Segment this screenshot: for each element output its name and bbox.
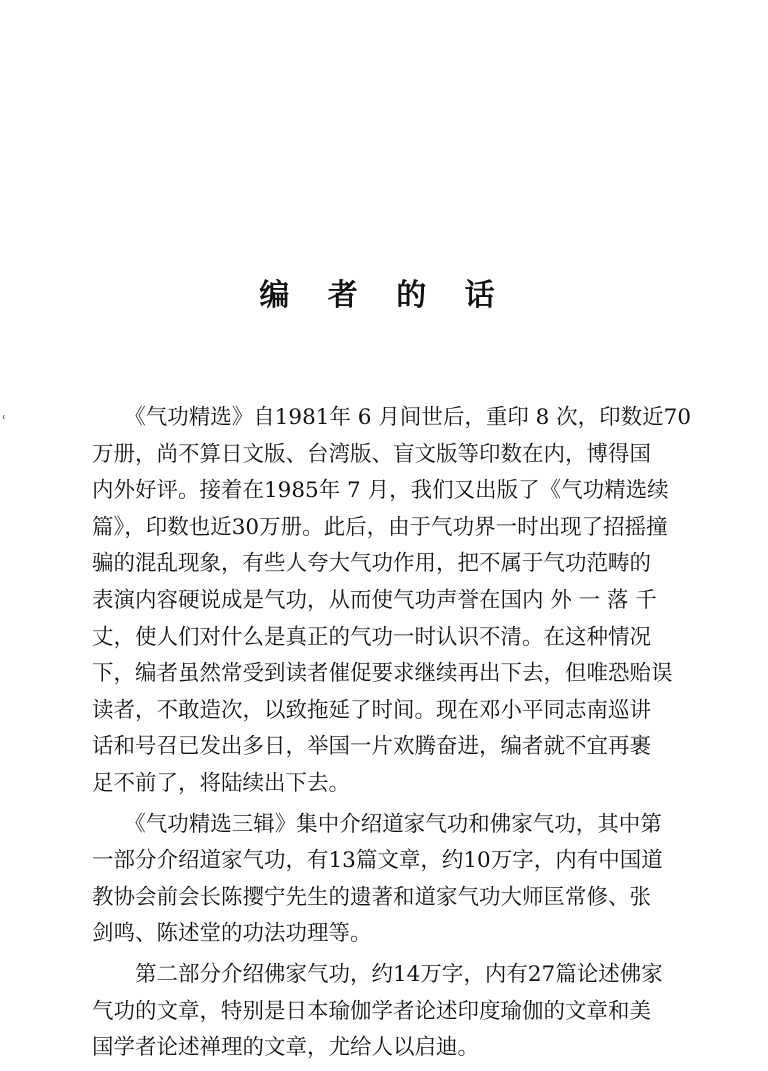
text-line: 内外好评。接着在1985年 7 月，我们又出版了《气功精选续: [92, 478, 669, 504]
text-line: 丈，使人们对什么是真正的气功一时认识不清。在这种情况: [92, 624, 652, 650]
text-line: 篇》，印数也近30万册。此后，由于气功界一时出现了招摇撞: [92, 514, 668, 540]
page-title: 编 者 的 话: [259, 278, 509, 313]
text-line: 气功的文章，特别是日本瑜伽学者论述印度瑜伽的文章和美: [92, 998, 652, 1024]
text-line: 下，编者虽然常受到读者催促要求继续再出下去，但唯恐贻误: [92, 661, 673, 687]
text-line: 剑鸣、陈述堂的功法功理等。: [92, 921, 372, 947]
text-line: 骗的混乱现象，有些人夸大气功作用，把不属于气功范畴的: [92, 551, 652, 577]
text-line: 教协会前会长陈撄宁先生的遗著和道家气功大师匡常修、张: [92, 884, 652, 910]
paragraph: [92, 400, 710, 803]
paragraph: [92, 957, 710, 1067]
text-line: 《气功精选三辑》集中介绍道家气功和佛家气功，其中第: [92, 811, 662, 837]
body-text: [92, 400, 710, 1071]
text-line: 一部分介绍道家气功，有13篇文章，约10万字，内有中国道: [92, 848, 663, 874]
text-line: 足不前了，将陆续出下去。: [92, 770, 351, 796]
text-line: 第二部分介绍佛家气功，约14万字，内有27篇论述佛家: [92, 961, 663, 987]
text-line: 话和号召已发出多日，举国一片欢腾奋进，编者就不宜再裹: [92, 734, 652, 760]
text-line: 表演内容硬说成是气功，从而使气功声誉在国内 外 一 落 千: [92, 587, 657, 613]
text-line: 读者，不敢造次，以致拖延了时间。现在邓小平同志南巡讲: [92, 697, 652, 723]
margin-mark: ʿ: [2, 414, 7, 430]
text-line: 《气功精选》自1981年 6 月间世后，重印 8 次，印数近70: [92, 405, 692, 430]
paragraph: [92, 807, 710, 953]
text-line: 万册，尚不算日文版、台湾版、盲文版等印数在内，博得国: [92, 441, 652, 467]
text-line: 国学者论述禅理的文章，尤给人以启迪。: [92, 1035, 480, 1061]
